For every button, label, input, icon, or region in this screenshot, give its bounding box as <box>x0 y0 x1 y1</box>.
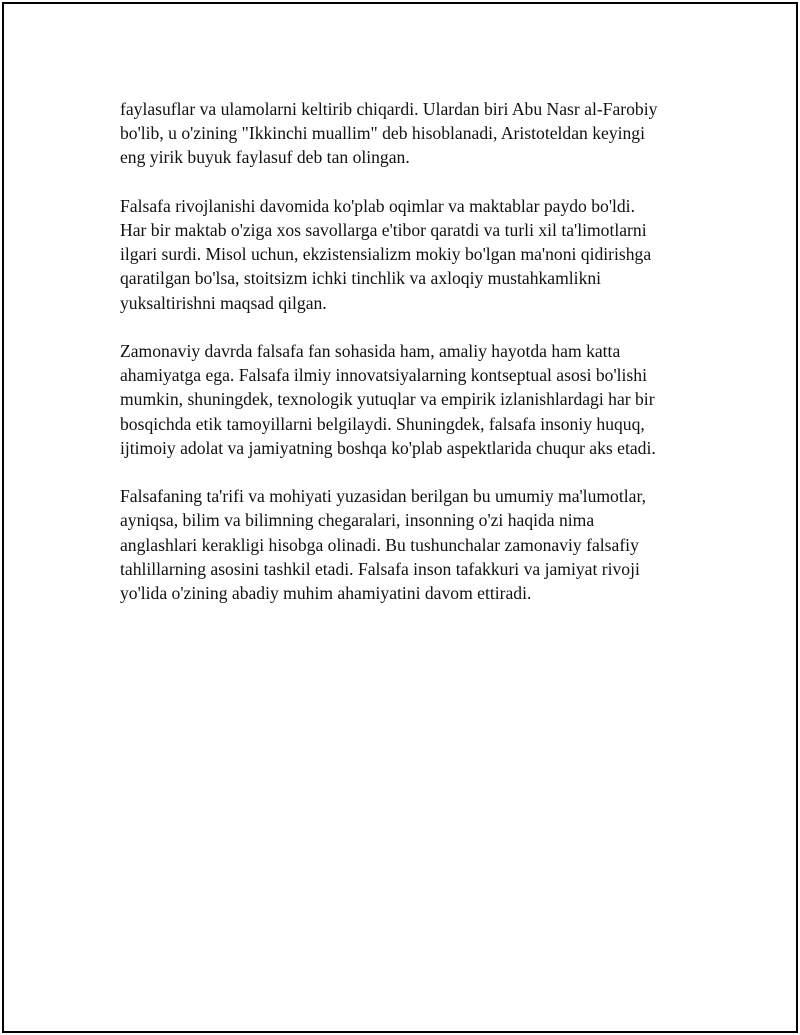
text-line: Falsafaning ta'rifi va mohiyati yuzasidan berilgan bu umumiy ma'lumotlar, <box>120 486 646 507</box>
text-line: ijtimoiy adolat va jamiyatning boshqa ko'plab aspektlarida chuqur aks etadi. <box>120 437 656 458</box>
text-line: eng yirik buyuk faylasuf deb tan olingan. <box>120 147 410 168</box>
paragraph-1 <box>120 97 700 170</box>
text-line: bosqichda etik tamoyillarni belgilaydi. Shuningdek, falsafa insoniy huquq, <box>120 413 645 434</box>
text-line: ahamiyatga ega. Falsafa ilmiy innovatsiyalarning kontseptual asosi bo'lishi <box>120 365 647 386</box>
paragraph-4 <box>120 484 700 605</box>
text-line: yuksaltirishni maqsad qilgan. <box>120 292 327 313</box>
paragraph-2 <box>120 194 700 315</box>
text-line: faylasuflar va ulamolarni keltirib chiqardi. Ulardan biri Abu Nasr al-Farobiy <box>120 99 658 119</box>
text-line: bo'lib, u o'zining "Ikkinchi muallim" deb hisoblanadi, Aristoteldan keyingi <box>120 123 645 144</box>
text-line: Zamonaviy davrda falsafa fan sohasida ham, amaliy hayotda ham katta <box>120 341 621 361</box>
text-line: Falsafa rivojlanishi davomida ko'plab oqimlar va maktablar paydo bo'ldi. <box>120 195 635 216</box>
text-line: Har bir maktab o'ziga xos savollarga e'tibor qaratdi va turli xil ta'limotlarni <box>120 220 647 240</box>
text-line: ilgari surdi. Misol uchun, ekzistensializm mokiy bo'lgan ma'noni qidirishga <box>120 244 652 265</box>
text-line: tahlillarning asosini tashkil etadi. Falsafa inson tafakkuri va jamiyat rivoji <box>120 558 640 579</box>
text-line: anglashlari kerakligi hisobga olinadi. Bu tushunchalar zamonaviy falsafiy <box>120 534 639 555</box>
text-line: qaratilgan bo'lsa, stoitsizm ichki tinchlik va axloqiy mustahkamlikni <box>120 268 602 289</box>
document-page <box>2 2 798 1033</box>
text-line: mumkin, shuningdek, texnologik yutuqlar va empirik izlanishlardagi har bir <box>120 389 655 410</box>
paragraph-3 <box>120 339 700 460</box>
text-line: ayniqsa, bilim va bilimning chegaralari, insonning o'zi haqida nima <box>120 510 595 531</box>
text-line: yo'lida o'zining abadiy muhim ahamiyatini davom ettiradi. <box>120 583 532 604</box>
document-body <box>120 97 700 629</box>
